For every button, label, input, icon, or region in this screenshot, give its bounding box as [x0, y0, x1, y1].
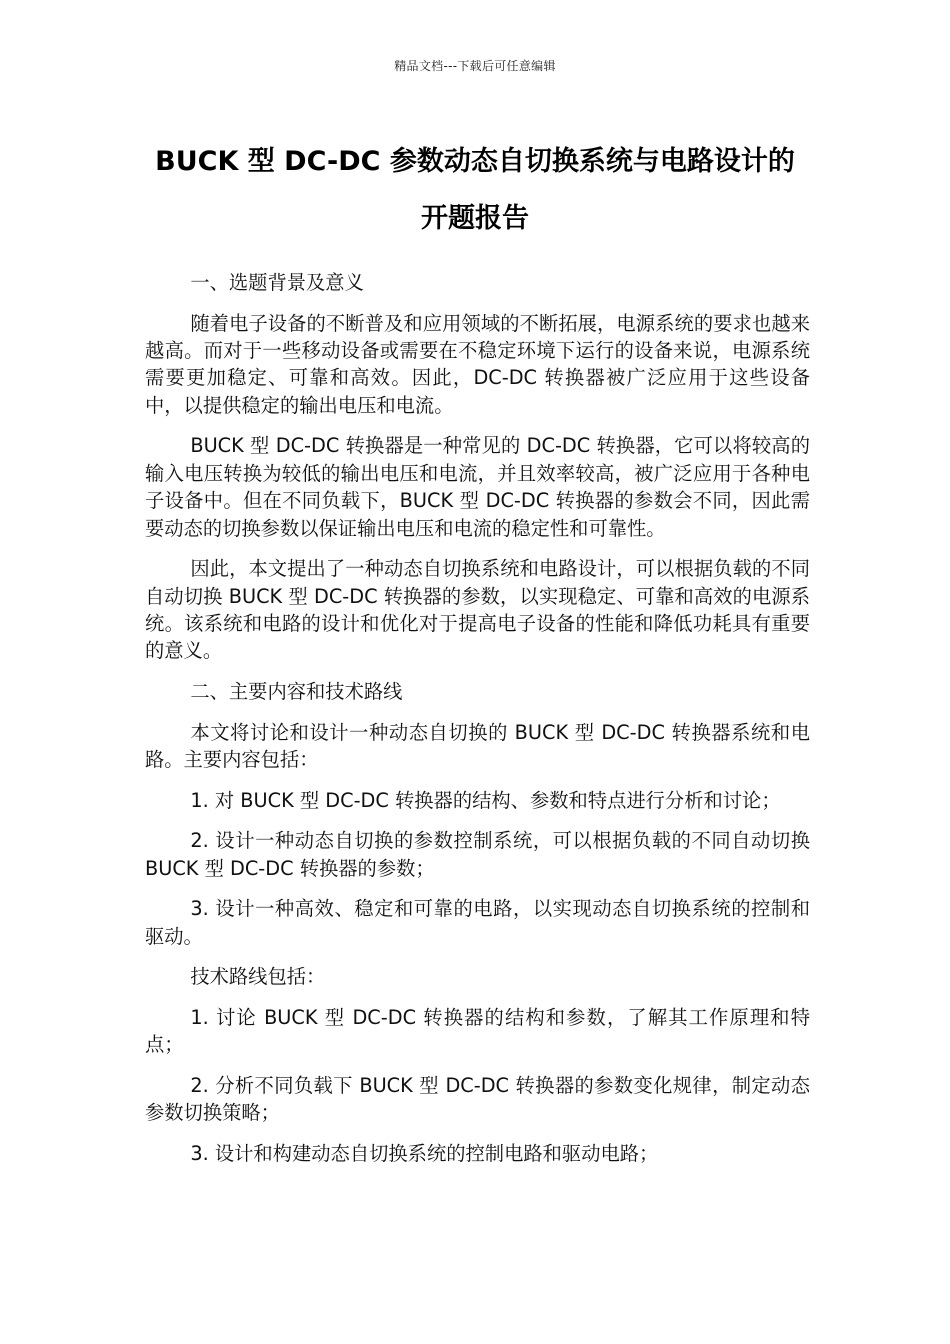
list-item: 2. 分析不同负载下 BUCK 型 DC-DC 转换器的参数变化规律，制定动态参数切换策略； [145, 1073, 810, 1125]
list-item: 1. 对 BUCK 型 DC-DC 转换器的结构、参数和特点进行分析和讨论； [190, 788, 781, 812]
list-item: 3. 设计一种高效、稳定和可靠的电路，以实现动态自切换系统的控制和驱动。 [145, 897, 810, 948]
list-item: 3. 设计和构建动态自切换系统的控制电路和驱动电路； [190, 1141, 659, 1165]
list-item: 2. 设计一种动态自切换的参数控制系统，可以根据负载的不同自动切换 BUCK 型 DC-DC 转换器的参数； [145, 829, 810, 880]
section-heading-background: 一、选题背景及意义 [190, 271, 364, 294]
title-line-1: BUCK 型 DC-DC 参数动态自切换系统与电路设计的 [155, 146, 795, 177]
document-body [145, 269, 810, 1180]
section-heading-content: 二、主要内容和技术路线 [190, 680, 403, 704]
paragraph: 技术路线包括： [190, 965, 326, 989]
header-note: 精品文档---下载后可任意编辑 [394, 59, 556, 73]
list-item: 1. 讨论 BUCK 型 DC-DC 转换器的结构和参数，了解其工作原理和特点； [145, 1005, 810, 1057]
paragraph: 随着电子设备的不断普及和应用领域的不断拓展，电源系统的要求也越来越高。而对于一些移动设备或需要在不稳定环境下运行的设备来说，电源系统需要更加稳定、可靠和高效。因此，DC-DC 转换器被广泛应用于这些设备中，以提供稳定的输出电压和电流。 [145, 311, 810, 417]
paragraph: BUCK 型 DC-DC 转换器是一种常见的 DC-DC 转换器，它可以将较高的输入电压转换为较低的输出电压和电流，并且效率较高，被广泛应用于各种电子设备中。但在不同负载下，BUCK 型 DC-DC 转换器的参数会不同，因此需要动态的切换参数以保证输出电压和电流的稳定性和可靠性。 [145, 434, 810, 540]
paragraph: 因此，本文提出了一种动态自切换系统和电路设计，可以根据负载的不同自动切换 BUCK 型 DC-DC 转换器的参数，以实现稳定、可靠和高效的电源系统。该系统和电路的设计和优化对于提高电子设备的性能和降低功耗具有重要的意义。 [145, 557, 810, 663]
paragraph: 本文将讨论和设计一种动态自切换的 BUCK 型 DC-DC 转换器系统和电路。主要内容包括： [145, 720, 810, 772]
document-title [100, 133, 850, 247]
title-line-2: 开题报告 [421, 203, 529, 234]
